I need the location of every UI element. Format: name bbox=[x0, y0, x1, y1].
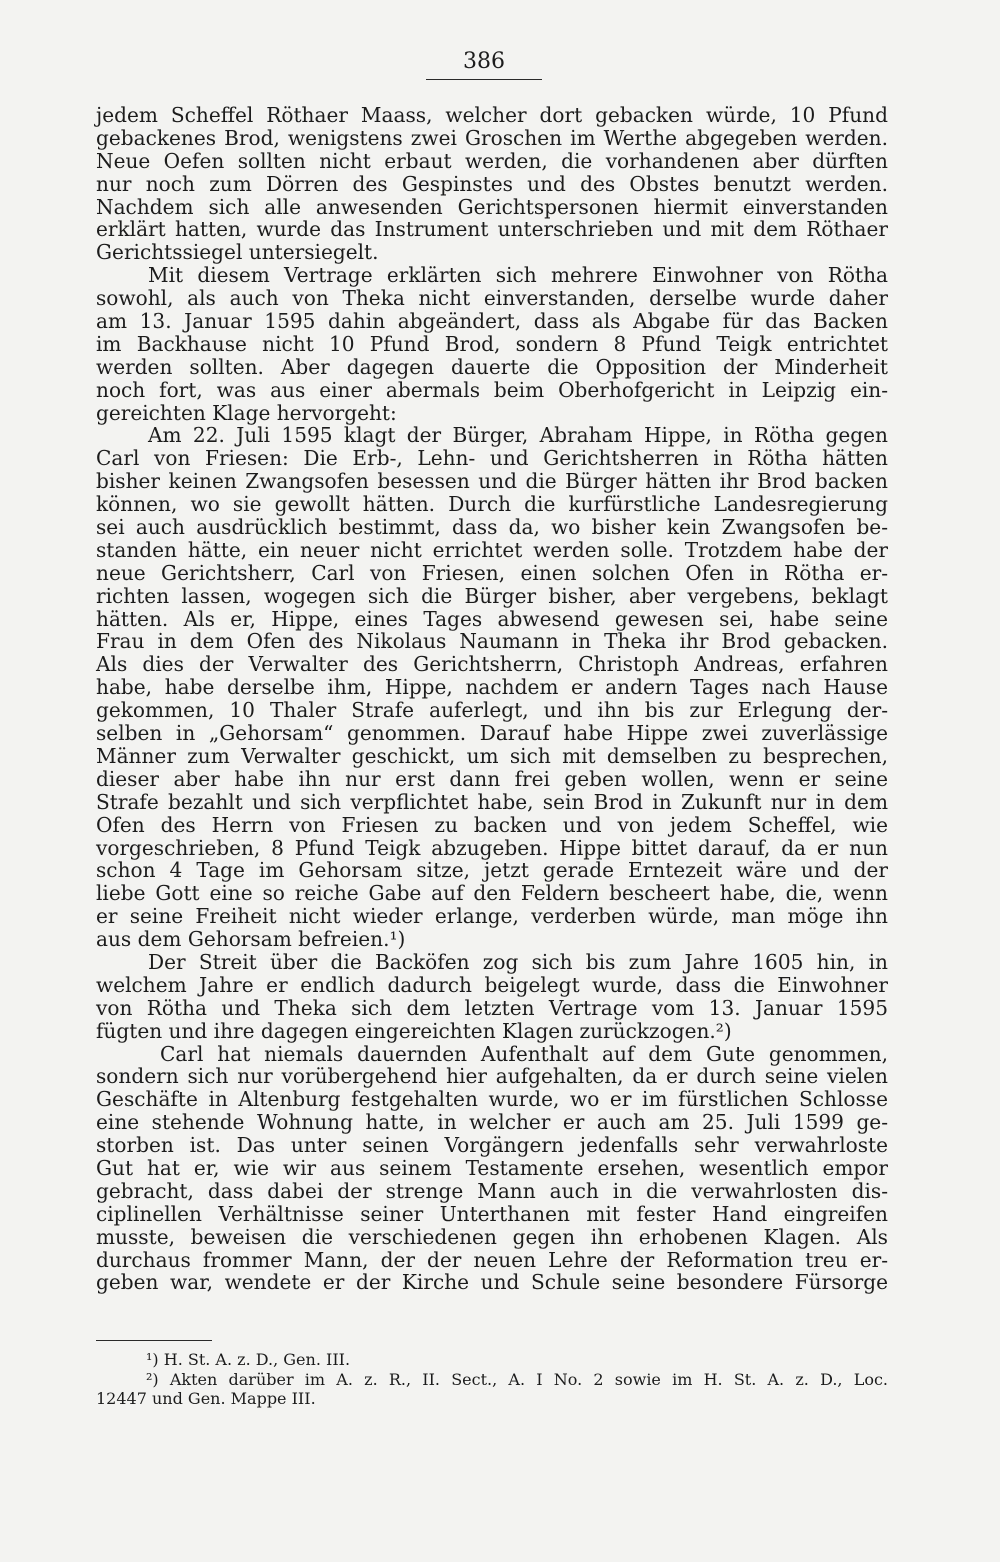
text-line: aus dem Gehorsam befreien.¹) bbox=[96, 927, 406, 952]
text-line: liebe Gott eine so reiche Gabe auf den Feldern bescheert habe, die, wenn bbox=[96, 881, 888, 906]
text-line: Geschäfte in Altenburg festgehalten wurde, wo er im fürstlichen Schlosse bbox=[96, 1087, 888, 1112]
text-line: Männer zum Verwalter geschickt, um sich mit demselben zu besprechen, bbox=[96, 743, 888, 768]
text-line: richten lassen, wogegen sich die Bürger bisher, aber vergebens, beklagt bbox=[96, 583, 888, 608]
text-line: fügten und ihre dagegen eingereichten Klagen zurückzogen.²) bbox=[96, 1018, 732, 1043]
text-line: vorgeschrieben, 8 Pfund Teigk abzugeben. Hippe bittet darauf, da er nun bbox=[96, 835, 888, 860]
text-line: können, wo sie gewollt hätten. Durch die kurfürstliche Landesregierung bbox=[96, 492, 888, 517]
text-line: Gut hat er, wie wir aus seinem Testamente ersehen, wesentlich empor bbox=[96, 1155, 888, 1180]
footnote-line: ²) Akten darüber im A. z. R., II. Sect., A. I No. 2 sowie im H. St. A. z. D., Loc. bbox=[146, 1369, 888, 1389]
text-line: neue Gerichtsherr, Carl von Friesen, einen solchen Ofen in Rötha er- bbox=[96, 560, 888, 585]
text-line: Am 22. Juli 1595 klagt der Bürger, Abraham Hippe, in Rötha gegen bbox=[148, 423, 888, 448]
text-line: selben in „Gehorsam“ genommen. Darauf habe Hippe zwei zuverlässige bbox=[96, 721, 888, 746]
text-line: sondern sich nur vorübergehend hier aufgehalten, da er durch seine vielen bbox=[96, 1064, 888, 1089]
text-line: er seine Freiheit nicht wieder erlange, verderben würde, man möge ihn bbox=[96, 904, 888, 929]
text-line: Neue Oefen sollten nicht erbaut werden, die vorhandenen aber dürften bbox=[96, 148, 888, 173]
text-line: gebackenes Brod, wenigstens zwei Groschen im Werthe abgegeben werden. bbox=[96, 125, 888, 150]
footnote-line: ¹) H. St. A. z. D., Gen. III. bbox=[146, 1350, 351, 1369]
text-line: Carl von Friesen: Die Erb-, Lehn- und Gerichtsherren in Rötha hätten bbox=[96, 446, 888, 471]
text-line: werden sollten. Aber dagegen dauerte die Opposition der Minderheit bbox=[96, 354, 888, 379]
text-line: eine stehende Wohnung hatte, in welcher er auch am 25. Juli 1599 ge- bbox=[96, 1110, 888, 1135]
text-line: dieser aber habe ihn nur erst dann frei geben wollen, wenn er seine bbox=[96, 766, 888, 791]
text-line: schon 4 Tage im Gehorsam sitze, jetzt gerade Erntezeit wäre und der bbox=[96, 858, 888, 883]
footnote-rule bbox=[96, 1340, 212, 1341]
text-line: musste, beweisen die verschiedenen gegen ihn erhobenen Klagen. Als bbox=[96, 1224, 888, 1249]
text-line: Mit diesem Vertrage erklärten sich mehrere Einwohner von Rötha bbox=[148, 263, 888, 288]
text-line: Gerichtssiegel untersiegelt. bbox=[96, 240, 379, 265]
text-line: Nachdem sich alle anwesenden Gerichtspersonen hiermit einverstanden bbox=[96, 194, 888, 219]
text-line: Strafe bezahlt und sich verpflichtet habe, sein Brod in Zukunft nur in dem bbox=[96, 789, 888, 814]
text-line: habe, habe derselbe ihm, Hippe, nachdem er andern Tages nach Hause bbox=[96, 675, 888, 700]
text-line: Der Streit über die Backöfen zog sich bis zum Jahre 1605 hin, in bbox=[148, 949, 888, 974]
text-line: sei auch ausdrücklich bestimmt, dass da, wo bisher kein Zwangsofen be- bbox=[96, 515, 888, 540]
text-line: ciplinellen Verhältnisse seiner Unterthanen mit fester Hand eingreifen bbox=[96, 1201, 888, 1226]
text-line: nur noch zum Dörren des Gespinstes und des Obstes benutzt werden. bbox=[96, 171, 888, 196]
text-line: bisher keinen Zwangsofen besessen und die Bürger hätten ihr Brod backen bbox=[96, 469, 888, 494]
text-line: am 13. Januar 1595 dahin abgeändert, dass als Abgabe für das Backen bbox=[96, 309, 888, 334]
book-page bbox=[96, 48, 888, 1518]
text-line: erklärt hatten, wurde das Instrument unterschrieben und mit dem Röthaer bbox=[96, 217, 888, 242]
text-line: geben war, wendete er der Kirche und Schule seine besondere Fürsorge bbox=[96, 1270, 888, 1295]
text-line: Als dies der Verwalter des Gerichtsherrn, Christoph Andreas, erfahren bbox=[96, 652, 888, 677]
header-rule bbox=[426, 79, 542, 80]
text-line: storben ist. Das unter seinen Vorgängern jedenfalls sehr verwahrloste bbox=[96, 1133, 888, 1158]
text-line: Frau in dem Ofen des Nikolaus Naumann in Theka ihr Brod gebacken. bbox=[96, 629, 888, 654]
page-number: 386 bbox=[463, 49, 505, 74]
text-line: durchaus frommer Mann, der der neuen Lehre der Reformation treu er- bbox=[96, 1247, 888, 1272]
text-line: von Rötha und Theka sich dem letzten Vertrage vom 13. Januar 1595 bbox=[96, 995, 888, 1020]
text-line: noch fort, was aus einer abermals beim Oberhofgericht in Leipzig ein- bbox=[96, 377, 888, 402]
footnote-line: 12447 und Gen. Mappe III. bbox=[96, 1389, 316, 1408]
text-line: im Backhause nicht 10 Pfund Brod, sondern 8 Pfund Teigk entrichtet bbox=[96, 331, 888, 356]
text-line: Carl hat niemals dauernden Aufenthalt auf dem Gute genommen, bbox=[160, 1041, 888, 1066]
text-line: standen hätte, ein neuer nicht errichtet werden solle. Trotzdem habe der bbox=[96, 537, 888, 562]
text-line: gekommen, 10 Thaler Strafe auferlegt, und ihn bis zur Erlegung der- bbox=[96, 698, 888, 723]
text-line: sowohl, als auch von Theka nicht einverstanden, derselbe wurde daher bbox=[96, 286, 888, 311]
text-line: Ofen des Herrn von Friesen zu backen und von jedem Scheffel, wie bbox=[96, 812, 888, 837]
text-line: hätten. Als er, Hippe, eines Tages abwesend gewesen sei, habe seine bbox=[96, 606, 888, 631]
footnotes bbox=[96, 1350, 888, 1409]
body-text bbox=[96, 104, 888, 1294]
text-line: gereichten Klage hervorgeht: bbox=[96, 400, 397, 425]
text-line: welchem Jahre er endlich dadurch beigelegt wurde, dass die Einwohner bbox=[96, 972, 888, 997]
text-line: gebracht, dass dabei der strenge Mann auch in die verwahrlosten dis- bbox=[96, 1178, 888, 1203]
text-line: jedem Scheffel Röthaer Maass, welcher dort gebacken würde, 10 Pfund bbox=[96, 103, 888, 127]
